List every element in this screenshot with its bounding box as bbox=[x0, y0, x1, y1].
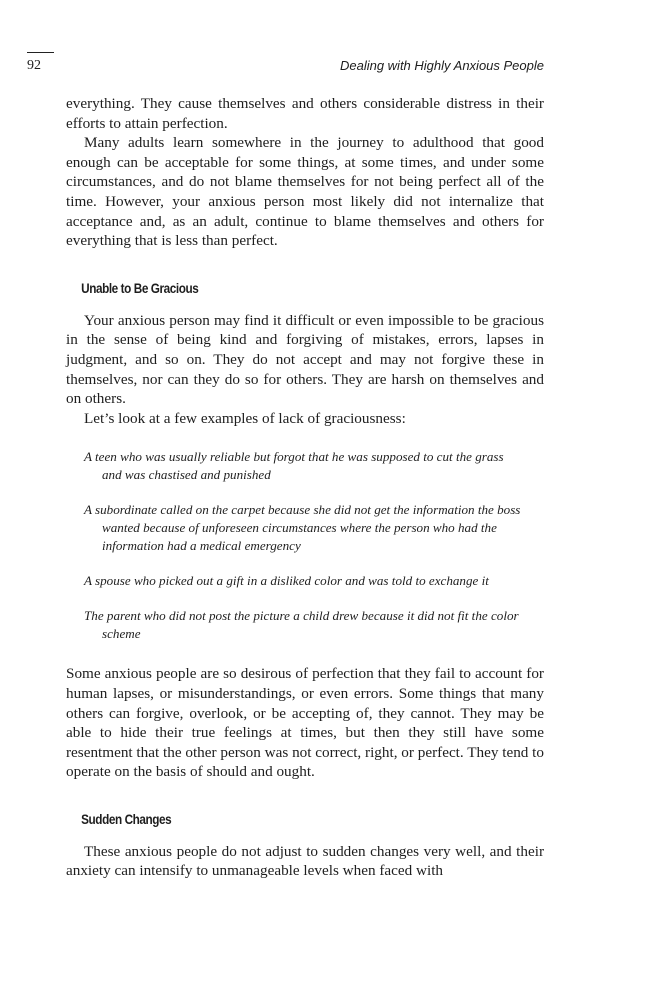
paragraph: Your anxious person may find it difficult or even impossible to be gracious in the sense of being kind and forgiving of mistakes, errors, lapses in judgment, and so on. They do not accept and may not forgive these in themselves, nor can they do so for others. They are harsh on themselves and on others. bbox=[66, 311, 544, 408]
paragraph-continuation: everything. They cause themselves and others considerable distress in their efforts to attain perfection. bbox=[66, 95, 544, 132]
paragraph: Some anxious people are so desirous of perfection that they fail to account for human lapses, or misunderstandings, or even errors. Some things that many others can forgive, overlook, or be accepting of, they cannot. They may be able to hide their true feelings at times, but then they still have some resentment that the other person was not correct, right, or perfect. They tend to operate on the basis of should and ought. bbox=[66, 665, 544, 781]
example-item: A spouse who picked out a gift in a disliked color and was told to exchange it bbox=[84, 573, 489, 589]
paragraph: Many adults learn somewhere in the journey to adulthood that good enough can be acceptable for some things, at some times, and under some circumstances, and do not blame themselves for not being perfect all of the time. However, your anxious person most likely did not internalize that acceptance and, as an adult, continue to blame themselves and others for everything that is less than perfect. bbox=[66, 134, 544, 250]
paragraph: Let’s look at a few examples of lack of graciousness: bbox=[84, 409, 406, 427]
page-number: 92 bbox=[27, 58, 41, 73]
section-heading-unable-to-be-gracious: Unable to Be Gracious bbox=[81, 279, 199, 296]
running-head: Dealing with Highly Anxious People bbox=[339, 58, 544, 73]
section-heading-sudden-changes: Sudden Changes bbox=[81, 810, 172, 827]
example-item: The parent who did not post the picture a child drew because it did not fit the color scheme bbox=[84, 608, 519, 642]
header-rule bbox=[27, 52, 54, 53]
paragraph: These anxious people do not adjust to sudden changes very well, and their anxiety can intensify to unmanageable levels when faced with bbox=[66, 842, 544, 880]
example-item: A subordinate called on the carpet because she did not get the information the boss wanted because of unforeseen circumstances where the person who had the information had a medical emergency bbox=[84, 502, 521, 554]
example-list bbox=[84, 448, 526, 643]
page-body bbox=[66, 94, 544, 881]
example-item: A teen who was usually reliable but forgot that he was supposed to cut the grass and was chastised and punished bbox=[84, 449, 504, 483]
